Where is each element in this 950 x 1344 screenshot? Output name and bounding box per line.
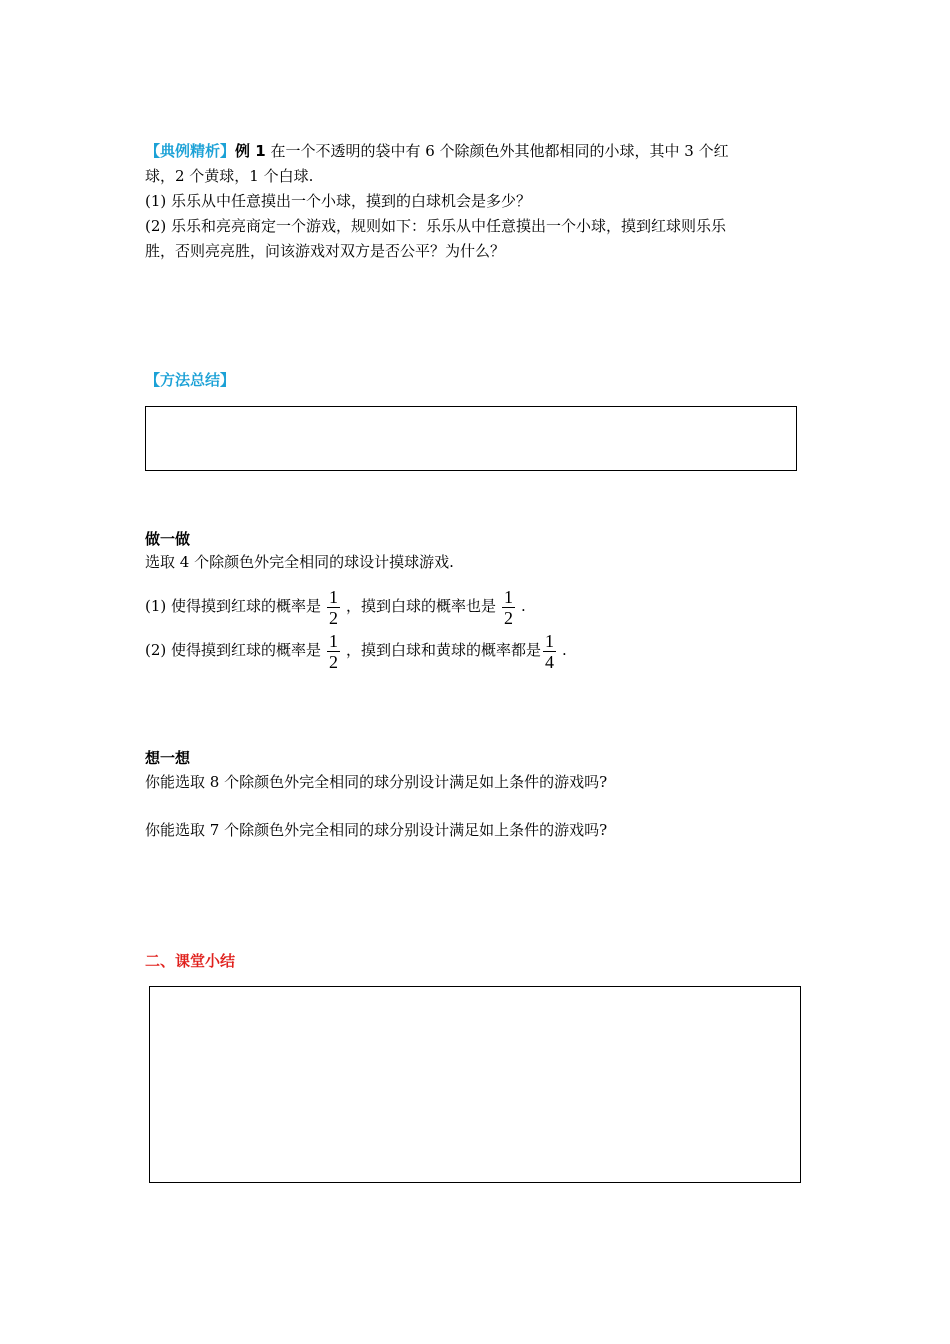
fraction-numerator: 1 [504,586,514,607]
doit-item-2-text-b: ，摸到白球和黄球的概率都是 [346,641,542,659]
example-question-1: (1) 乐乐从中任意摸出一个小球，摸到的白球机会是多少？ [145,192,532,210]
example-line-2: 球，2 个黄球，1 个白球. [145,167,314,185]
summary-title: 二、课堂小结 [145,952,236,970]
summary-answer-box [149,986,801,1183]
doit-title: 做一做 [145,530,191,548]
method-answer-box [145,406,797,471]
fraction-denominator: 2 [504,607,514,628]
doit-intro: 选取 4 个除颜色外完全相同的球设计摸球游戏. [145,553,454,571]
fraction-one-half [327,631,340,672]
example-text-1: 在一个不透明的袋中有 6 个除颜色外其他都相同的小球，其中 3 个红 [265,142,729,160]
doit-item-1 [145,584,526,628]
fraction-one-half [327,587,340,628]
fraction-denominator: 4 [545,651,555,672]
think-line-1: 你能选取 8 个除颜色外完全相同的球分别设计满足如上条件的游戏吗? [145,773,608,791]
doit-item-1-end: . [521,597,526,615]
fraction-numerator: 1 [329,630,339,651]
fraction-denominator: 2 [329,607,339,628]
doit-item-2-text-a: (2) 使得摸到红球的概率是 [145,641,322,659]
example-question-2-line-1: (2) 乐乐和亮亮商定一个游戏，规则如下：乐乐从中任意摸出一个小球，摸到红球则乐乐 [145,217,727,235]
think-line-2: 你能选取 7 个除颜色外完全相同的球分别设计满足如上条件的游戏吗? [145,821,608,839]
example-question-2-line-2: 胜，否则亮亮胜，问该游戏对双方是否公平？为什么？ [145,242,506,260]
fraction-numerator: 1 [545,630,555,651]
think-title: 想一想 [145,749,191,767]
doit-item-2-end: . [562,641,567,659]
fraction-one-half [502,587,515,628]
example-label: 例 1 [235,142,266,160]
example-line-1 [145,141,729,161]
doit-item-1-text-b: ，摸到白球的概率也是 [346,597,497,615]
example-tag: 【典例精析】 [145,142,236,160]
fraction-numerator: 1 [329,586,339,607]
fraction-one-quarter [543,631,556,672]
fraction-denominator: 2 [329,651,339,672]
doit-item-1-text-a: (1) 使得摸到红球的概率是 [145,597,322,615]
doit-item-2 [145,628,567,672]
method-title: 【方法总结】 [145,371,236,389]
